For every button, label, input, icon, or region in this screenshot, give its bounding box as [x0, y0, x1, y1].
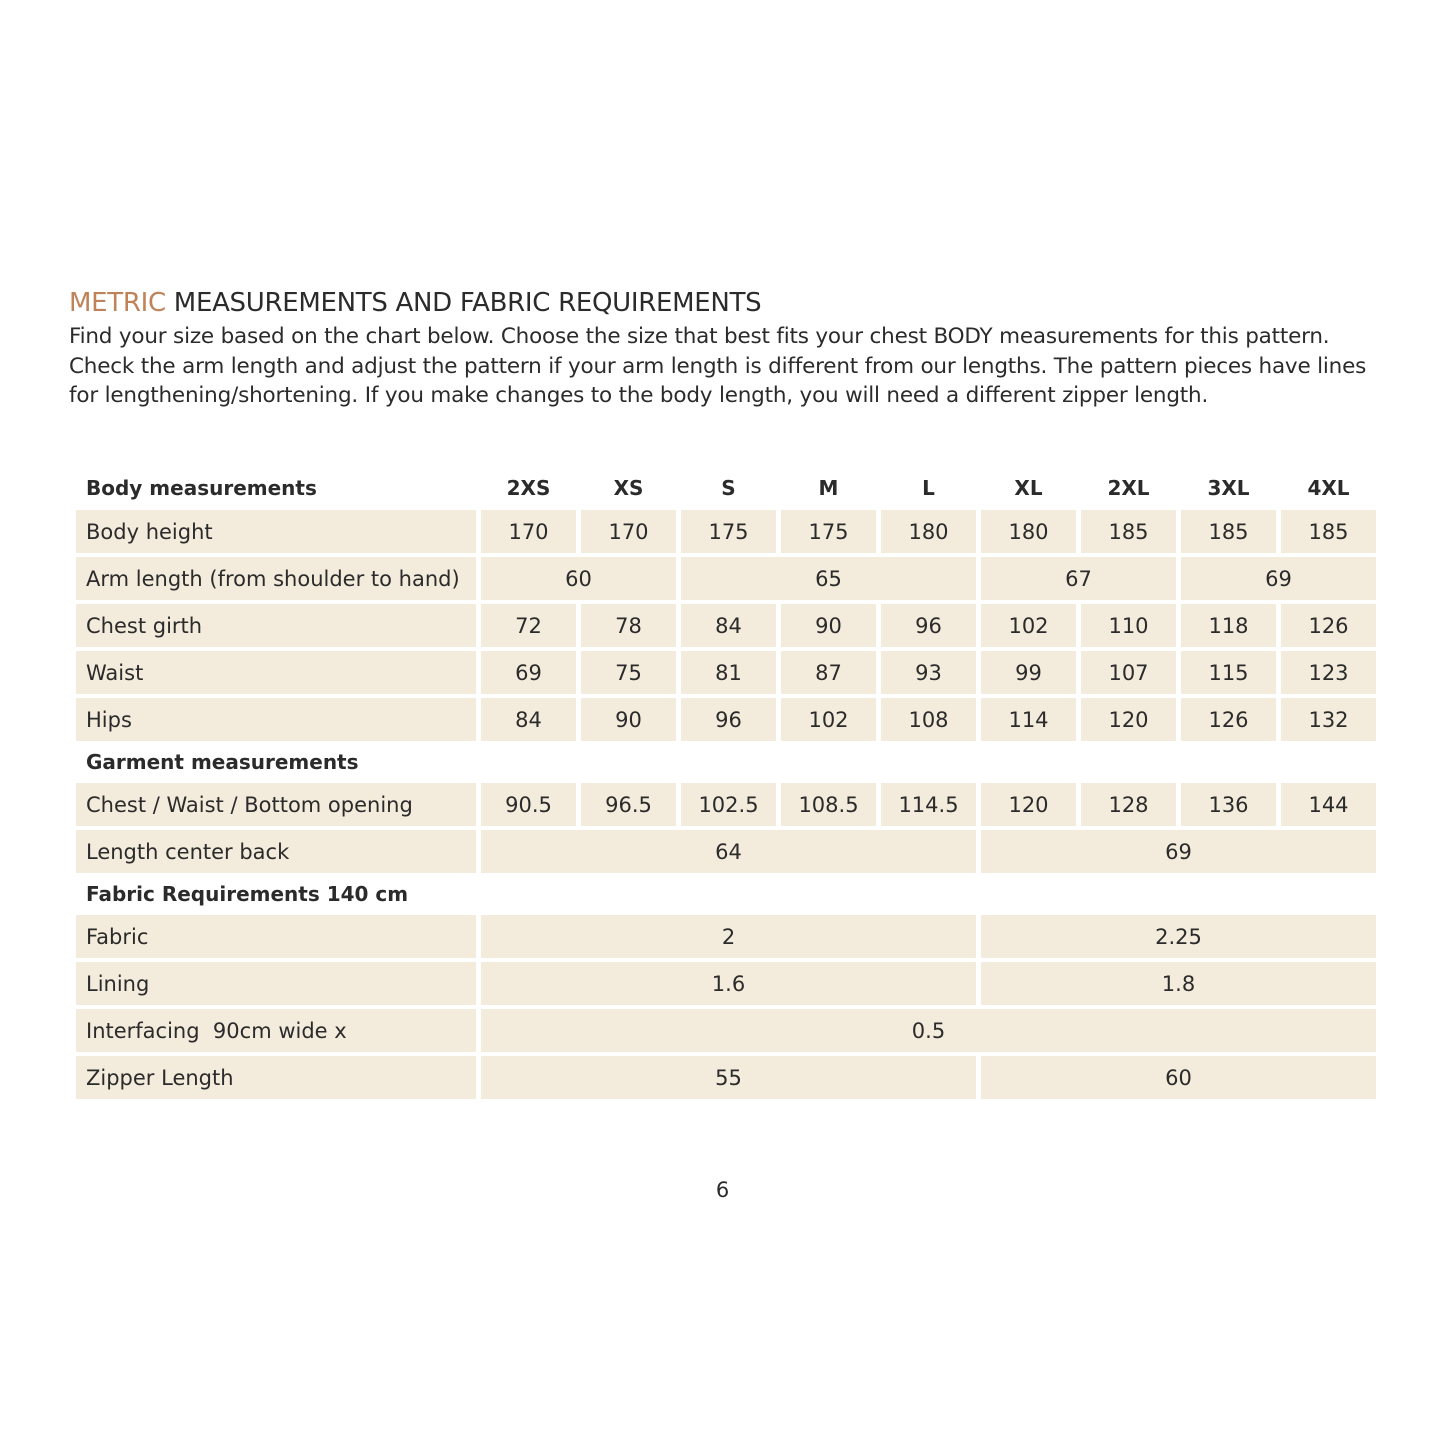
- table-cell: 65: [681, 557, 976, 600]
- table-cell: 132: [1281, 698, 1376, 741]
- table-cell: 64: [481, 830, 976, 873]
- table-cell: 87: [781, 651, 876, 694]
- table-row-fabric: [76, 915, 1376, 958]
- table-cell: 170: [581, 510, 676, 553]
- table-cell: 102: [981, 604, 1076, 647]
- table-cell: 93: [881, 651, 976, 694]
- page-number: 6: [715, 1178, 730, 1202]
- heading-rest: MEASUREMENTS AND FABRIC REQUIREMENTS: [165, 288, 762, 318]
- table-row-chest-girth: [76, 604, 1376, 647]
- table-cell: 114: [981, 698, 1076, 741]
- table-cell: 126: [1181, 698, 1276, 741]
- table-cell: 2: [481, 915, 976, 958]
- page-heading: [69, 288, 761, 318]
- table-cell: 60: [481, 557, 676, 600]
- table-cell: 114.5: [881, 783, 976, 826]
- table-cell: 99: [981, 651, 1076, 694]
- table-cell: 115: [1181, 651, 1276, 694]
- table-cell: 180: [981, 510, 1076, 553]
- table-cell: 170: [481, 510, 576, 553]
- table-cell: 90: [781, 604, 876, 647]
- table-cell: 90.5: [481, 783, 576, 826]
- table-cell: 185: [1081, 510, 1176, 553]
- size-header: S: [721, 476, 736, 500]
- table-cell: 185: [1281, 510, 1376, 553]
- table-cell: 180: [881, 510, 976, 553]
- table-cell: 69: [481, 651, 576, 694]
- row-label: Zipper Length: [76, 1056, 476, 1099]
- intro-line: Find your size based on the chart below. Choose the size that best fits your chest BODY measurements for this pattern.: [69, 324, 1330, 349]
- table-cell: 84: [681, 604, 776, 647]
- table-cell: 96: [681, 698, 776, 741]
- table-header-row: [76, 470, 1376, 506]
- row-label: Chest girth: [76, 604, 476, 647]
- table-cell: 60: [981, 1056, 1376, 1099]
- table-cell: 96: [881, 604, 976, 647]
- table-cell: 120: [981, 783, 1076, 826]
- row-label: Waist: [76, 651, 476, 694]
- table-cell: 175: [781, 510, 876, 553]
- table-cell: 69: [1181, 557, 1376, 600]
- size-header: L: [922, 476, 935, 500]
- row-label: Interfacing 90cm wide x: [76, 1009, 476, 1052]
- table-cell: 78: [581, 604, 676, 647]
- table-cell: 185: [1181, 510, 1276, 553]
- table-cell: 120: [1081, 698, 1176, 741]
- table-cell: 107: [1081, 651, 1176, 694]
- size-header: 4XL: [1307, 476, 1350, 500]
- row-label: Length center back: [76, 830, 476, 873]
- row-label: Arm length (from shoulder to hand): [76, 557, 476, 600]
- table-row-chest-waist-bottom: [76, 783, 1376, 826]
- table-cell: 67: [981, 557, 1176, 600]
- table-cell: 108.5: [781, 783, 876, 826]
- row-label: Fabric: [76, 915, 476, 958]
- table-cell: 102: [781, 698, 876, 741]
- table-cell: 96.5: [581, 783, 676, 826]
- size-header: XS: [613, 476, 644, 500]
- table-row-arm-length: [76, 557, 1376, 600]
- table-row-interfacing: [76, 1009, 1376, 1052]
- table-cell: 0.5: [481, 1009, 1376, 1052]
- table-cell: 102.5: [681, 783, 776, 826]
- size-header: M: [818, 476, 839, 500]
- table-cell: 126: [1281, 604, 1376, 647]
- table-row-length-center-back: [76, 830, 1376, 873]
- row-label: Body height: [76, 510, 476, 553]
- table-row-hips: [76, 698, 1376, 741]
- intro-line: Check the arm length and adjust the pattern if your arm length is different from our lengths. The pattern pieces have lines: [69, 353, 1367, 379]
- table-cell: 175: [681, 510, 776, 553]
- table-cell: 1.8: [981, 962, 1376, 1005]
- table-row-lining: [76, 962, 1376, 1005]
- heading-accent: METRIC: [69, 288, 166, 318]
- table-cell: 81: [681, 651, 776, 694]
- table-cell: 144: [1281, 783, 1376, 826]
- table-cell: 118: [1181, 604, 1276, 647]
- table-cell: 84: [481, 698, 576, 741]
- row-label: Chest / Waist / Bottom opening: [76, 783, 476, 826]
- table-row-body-height: [76, 510, 1376, 553]
- table-cell: 72: [481, 604, 576, 647]
- header-label: Body measurements: [86, 476, 317, 500]
- table-cell: 75: [581, 651, 676, 694]
- table-row-zipper-length: [76, 1056, 1376, 1099]
- table-cell: 108: [881, 698, 976, 741]
- table-cell: 128: [1081, 783, 1176, 826]
- table-row-waist: [76, 651, 1376, 694]
- row-label: Hips: [76, 698, 476, 741]
- section-title: Fabric Requirements 140 cm: [86, 882, 409, 906]
- table-cell: 1.6: [481, 962, 976, 1005]
- intro-paragraph: [69, 322, 1389, 411]
- intro-line: for lengthening/shortening. If you make changes to the body length, you will need a different zipper length.: [69, 383, 1209, 408]
- table-cell: 90: [581, 698, 676, 741]
- size-chart-table: [71, 466, 1381, 1103]
- section-title: Garment measurements: [86, 750, 359, 774]
- table-cell: 110: [1081, 604, 1176, 647]
- table-cell: 2.25: [981, 915, 1376, 958]
- size-header: XL: [1014, 476, 1043, 500]
- row-label: Lining: [76, 962, 476, 1005]
- table-cell: 69: [981, 830, 1376, 873]
- table-cell: 55: [481, 1056, 976, 1099]
- table-cell: 136: [1181, 783, 1276, 826]
- size-header: 2XS: [506, 476, 551, 500]
- section-row-garment: [76, 745, 1376, 779]
- section-row-fabric: [76, 877, 1376, 911]
- table-cell: 123: [1281, 651, 1376, 694]
- size-header: 3XL: [1207, 476, 1250, 500]
- size-header: 2XL: [1107, 476, 1150, 500]
